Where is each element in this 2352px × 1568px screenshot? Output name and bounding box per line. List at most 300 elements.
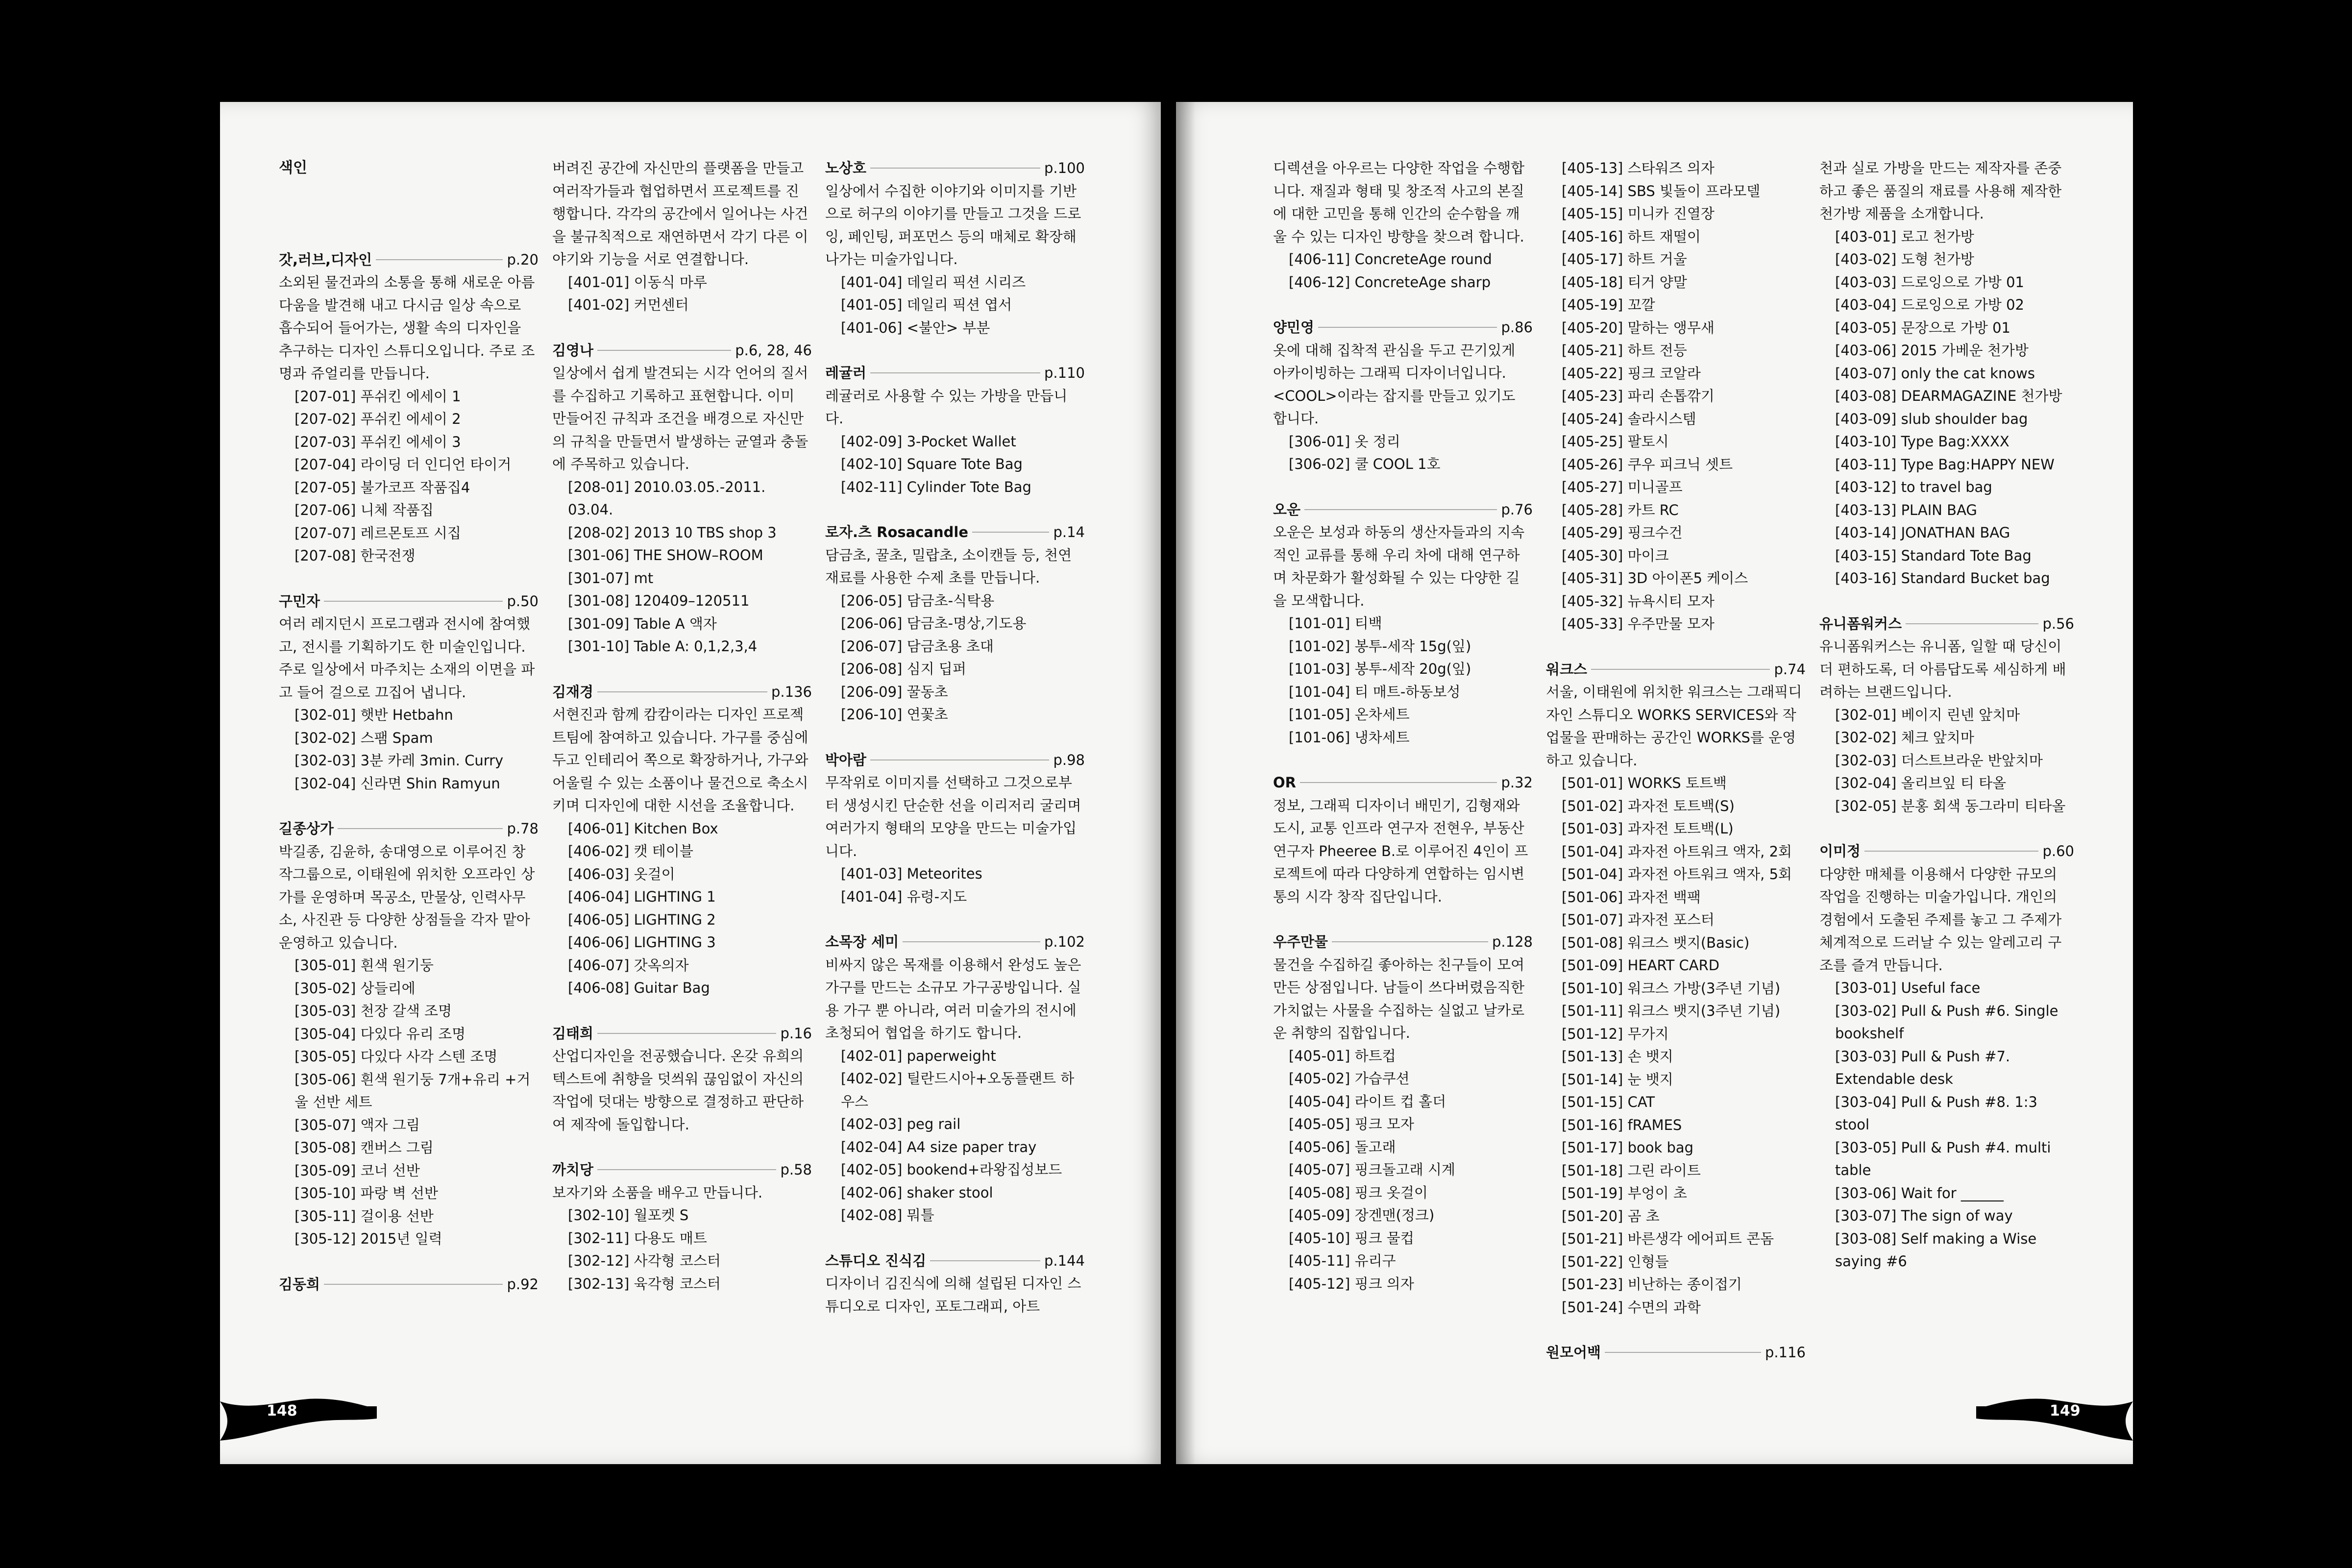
list-item: [405-25] 팔토시 bbox=[1562, 433, 1669, 450]
entry-name: 길종상가 bbox=[279, 820, 334, 837]
list-item: [501-09] HEART CARD bbox=[1562, 957, 1720, 974]
list-item: [101-04] 티 매트-하동보성 bbox=[1289, 683, 1461, 700]
list-item: [403-11] Type Bag:HAPPY NEW bbox=[1835, 456, 2055, 473]
list-item: [402-03] peg rail bbox=[841, 1116, 961, 1132]
list-item: [501-02] 과자전 토트백(S) bbox=[1562, 797, 1735, 814]
list-item: [405-07] 핑크돌고래 시계 bbox=[1289, 1161, 1455, 1178]
list-item: [405-06] 돌고래 bbox=[1289, 1138, 1396, 1155]
list-item: [402-05] bookend+라왕집성보드 bbox=[841, 1161, 1062, 1178]
right-page bbox=[1176, 102, 2133, 1464]
index-entry bbox=[552, 339, 812, 658]
leader-line bbox=[597, 691, 767, 692]
list-item: [501-04] 과자전 아트워크 액자, 5회 bbox=[1562, 866, 1792, 882]
list-item: [501-14] 눈 뱃지 bbox=[1562, 1071, 1673, 1088]
list-item: [301-06] THE SHOW–ROOM bbox=[568, 547, 763, 564]
entry-description: 비싸지 않은 목재를 이용해서 완성도 높은 가구를 만드는 소규모 가구공방입니다. 실용 가구 뿐 아니라, 여러 미술가의 전시에 초청되어 협업을 하기도 합니다. bbox=[825, 956, 1081, 1041]
list-item: [501-20] 곰 초 bbox=[1562, 1207, 1660, 1225]
list-item: [405-23] 파리 손톱깎기 bbox=[1562, 388, 1715, 404]
entry-items bbox=[1273, 612, 1533, 749]
entry-page: p.32 bbox=[1501, 774, 1533, 791]
entry-items bbox=[552, 1204, 812, 1295]
leader-line bbox=[870, 372, 1040, 373]
right-column-2 bbox=[1546, 157, 1806, 1387]
entry-page: p.14 bbox=[1053, 524, 1085, 540]
list-item: [405-02] 가습쿠션 bbox=[1289, 1070, 1410, 1087]
list-item: [501-06] 과자전 백팩 bbox=[1562, 888, 1701, 906]
leader-line bbox=[1332, 941, 1488, 942]
leader-line bbox=[930, 1260, 1040, 1261]
list-item: [303-02] Pull & Push #6. Single bookshelf bbox=[1835, 1002, 2058, 1042]
entry-description: 무작위로 이미지를 선택하고 그것으로부터 생성시킨 단순한 선을 이리저리 굴리며 여러가지 형태의 모양을 만드는 미술가입니다. bbox=[825, 774, 1081, 859]
entry-heading bbox=[552, 681, 812, 704]
list-item: [406-01] Kitchen Box bbox=[568, 820, 718, 837]
entry-name: 갓,러브,디자인 bbox=[279, 251, 372, 268]
leader-line bbox=[597, 350, 731, 351]
entry-items bbox=[825, 1045, 1085, 1227]
list-item: [101-06] 냉차세트 bbox=[1289, 729, 1410, 746]
list-item: [405-30] 마이크 bbox=[1562, 547, 1669, 564]
index-entry bbox=[825, 362, 1085, 498]
list-item: [405-27] 미니골프 bbox=[1562, 479, 1683, 495]
entry-page: p.16 bbox=[780, 1025, 812, 1042]
entry-page: p.136 bbox=[771, 683, 812, 700]
entry-heading bbox=[825, 521, 1085, 544]
entry-description: 담금초, 꿀초, 밀랍초, 소이캔들 등, 천연재료를 사용한 수제 초를 만듭니다. bbox=[825, 546, 1072, 586]
entry-items bbox=[1546, 157, 1806, 636]
list-item: [305-01] 흰색 원기둥 bbox=[294, 957, 434, 974]
list-item: [406-12] ConcreteAge sharp bbox=[1289, 273, 1491, 291]
leader-line bbox=[1304, 509, 1497, 510]
entry-name: 김영나 bbox=[552, 342, 594, 359]
entry-page: p.100 bbox=[1044, 160, 1085, 176]
entry-description: 천과 실로 가방을 만드는 제작자를 존중하고 좋은 품질의 재료를 사용해 제작한 천가방 제품을 소개합니다. bbox=[1819, 160, 2062, 222]
list-item: [501-10] 워크스 가방(3주년 기념) bbox=[1562, 980, 1781, 997]
list-item: [501-21] 바른생각 에어피트 콘돔 bbox=[1562, 1230, 1774, 1247]
entry-items bbox=[1819, 704, 2074, 818]
index-entry bbox=[1273, 157, 1533, 294]
entry-page: p.6, 28, 46 bbox=[735, 342, 812, 359]
leader-line bbox=[903, 941, 1040, 942]
page-number-left: 148 bbox=[267, 1402, 297, 1420]
list-item: [302-12] 사각형 코스터 bbox=[568, 1252, 721, 1269]
list-item: [303-01] Useful face bbox=[1835, 980, 1981, 996]
list-item: [207-02] 푸쉬킨 에세이 2 bbox=[294, 411, 461, 427]
list-item: [401-03] Meteorites bbox=[841, 865, 982, 882]
list-item: [302-01] 베이지 린넨 앞치마 bbox=[1835, 706, 2020, 723]
list-item: [305-05] 다있다 사각 스텐 조명 bbox=[294, 1048, 498, 1065]
entry-description: 보자기와 소품을 배우고 만듭니다. bbox=[552, 1184, 763, 1201]
index-entry bbox=[1273, 316, 1533, 476]
list-item: [405-20] 말하는 앵무새 bbox=[1562, 319, 1715, 336]
list-item: [403-10] Type Bag:XXXX bbox=[1835, 433, 2009, 450]
list-item: [207-08] 한국전쟁 bbox=[294, 547, 416, 564]
list-item: [405-24] 솔라시스템 bbox=[1562, 410, 1696, 427]
entry-heading bbox=[1273, 771, 1533, 794]
index-entry bbox=[279, 590, 539, 795]
entry-items bbox=[825, 589, 1085, 726]
entry-items bbox=[279, 954, 539, 1250]
entry-items bbox=[1819, 977, 2074, 1273]
index-entry bbox=[279, 248, 539, 567]
list-item: [402-02] 틸란드시아+오동플랜트 하우스 bbox=[841, 1070, 1075, 1110]
list-item: [305-10] 파랑 벽 선반 bbox=[294, 1185, 439, 1201]
list-item: [101-05] 온차세트 bbox=[1289, 706, 1410, 723]
entry-heading bbox=[1819, 840, 2074, 863]
list-item: [405-04] 라이트 컵 홀더 bbox=[1289, 1093, 1446, 1110]
list-item: [406-07] 갓옥의자 bbox=[568, 956, 689, 974]
list-item: [207-01] 푸쉬킨 에세이 1 bbox=[294, 388, 461, 405]
list-item: [403-06] 2015 가베운 천가방 bbox=[1835, 342, 2029, 359]
entry-description: 레귤러로 사용할 수 있는 가방을 만듭니다. bbox=[825, 387, 1068, 427]
list-item: [302-02] 체크 앞치마 bbox=[1835, 729, 1974, 746]
entry-name: 워크스 bbox=[1546, 661, 1588, 678]
list-item: [305-02] 상들리에 bbox=[294, 980, 416, 997]
list-item: [302-04] 올리브잎 티 타올 bbox=[1835, 775, 2007, 791]
leader-line bbox=[1864, 851, 2038, 852]
list-item: [206-06] 담금초-명상,기도용 bbox=[841, 615, 1027, 632]
entry-description: 서현진과 함께 캄캄이라는 디자인 프로젝트팀에 참여하고 있습니다. 가구를 중심에 두고 인테리어 쪽으로 확장하거나, 가구와 어울릴 수 있는 소품이나 물건으로 축소시키며 디자인에 대한 시선을 조율합니다. bbox=[552, 706, 808, 814]
entry-name: 김태희 bbox=[552, 1025, 594, 1042]
entry-heading bbox=[1273, 931, 1533, 954]
index-entry bbox=[825, 931, 1085, 1227]
list-item: [302-10] 월포켓 S bbox=[568, 1207, 689, 1224]
entry-description: 물건을 수집하길 좋아하는 친구들이 모여 만든 상점입니다. 남들이 쓰다버렸음직한 가치없는 사물을 수집하는 실없고 날카로운 취향의 집합입니다. bbox=[1273, 956, 1525, 1041]
entry-heading bbox=[825, 157, 1085, 180]
list-item: [401-02] 커먼센터 bbox=[568, 296, 689, 313]
leader-line bbox=[324, 1284, 503, 1285]
entry-items bbox=[279, 385, 539, 567]
entry-heading bbox=[279, 590, 539, 613]
list-item: [501-03] 과자전 토트백(L) bbox=[1562, 820, 1734, 837]
list-item: [403-01] 로고 천가방 bbox=[1835, 228, 1974, 245]
list-item: [501-23] 비난하는 종이접기 bbox=[1562, 1276, 1742, 1293]
list-item: [501-16] fRAMES bbox=[1562, 1116, 1682, 1133]
entry-page: p.102 bbox=[1044, 933, 1085, 950]
list-item: [302-03] 더스트브라운 반앞치마 bbox=[1835, 752, 2043, 769]
list-item: [403-02] 도형 천가방 bbox=[1835, 251, 1974, 268]
entry-name: 소목장 세미 bbox=[825, 933, 899, 950]
entry-description: 버려진 공간에 자신만의 플랫폼을 만들고 여러작가들과 협업하면서 프로젝트를 진행합니다. 각각의 공간에서 일어나는 사건을 불규칙적으로 재연하면서 각기 다른 이야기와 기능을 서로 연결합니다. bbox=[552, 160, 808, 268]
entry-items bbox=[1819, 225, 2074, 590]
leader-line bbox=[1318, 327, 1497, 328]
list-item: [405-10] 핑크 물컵 bbox=[1289, 1229, 1414, 1247]
list-item: [406-03] 옷걸이 bbox=[568, 865, 675, 882]
entry-page: p.78 bbox=[507, 820, 539, 837]
page-number-banner-left bbox=[220, 1392, 377, 1446]
list-item: [501-07] 과자전 포스터 bbox=[1562, 911, 1715, 928]
index-entry bbox=[552, 1022, 812, 1136]
list-item: [501-24] 수면의 과학 bbox=[1562, 1298, 1701, 1316]
list-item: [101-01] 티백 bbox=[1289, 615, 1382, 632]
list-item: [302-11] 다용도 매트 bbox=[568, 1229, 707, 1247]
list-item: [501-04] 과자전 아트워크 액자, 2회 bbox=[1562, 843, 1792, 860]
list-item: [501-19] 부엉이 초 bbox=[1562, 1185, 1687, 1201]
entry-heading bbox=[825, 1250, 1085, 1273]
list-item: [301-08] 120409–120511 bbox=[568, 592, 750, 609]
list-item: [306-01] 옷 정리 bbox=[1289, 433, 1400, 450]
index-title: 색인 bbox=[279, 159, 307, 176]
entry-items bbox=[825, 862, 1085, 908]
list-item: [305-07] 액자 그림 bbox=[294, 1116, 420, 1133]
leader-line bbox=[870, 168, 1040, 169]
list-item: [501-18] 그린 라이트 bbox=[1562, 1162, 1701, 1179]
list-item: [405-31] 3D 아이폰5 케이스 bbox=[1562, 570, 1748, 587]
entry-name: 유니폼워커스 bbox=[1819, 615, 1902, 632]
entry-name: 로자.츠 Rosacandle bbox=[825, 524, 969, 540]
list-item: [403-15] Standard Tote Bag bbox=[1835, 547, 2032, 564]
entry-description: 일상에서 쉽게 발견되는 시각 언어의 질서를 수집하고 기록하고 표현합니다. 이미 만들어진 규칙과 조건을 배경으로 자신만의 규칙을 만들면서 발생하는 균열과 충돌에 주목하고 있습니다. bbox=[552, 365, 808, 472]
entry-heading bbox=[279, 1273, 539, 1296]
list-item: [303-06] Wait for ______ bbox=[1835, 1184, 2004, 1201]
entry-description: 정보, 그래픽 디자이너 배민기, 김형재와 도시, 교통 인프라 연구자 전현우, 부동산 연구자 Pheeree B.로 이루어진 4인이 프로젝트에 따라 다양하게 연합하는 임시변통의 시각 창작 집단입니다. bbox=[1273, 797, 1528, 905]
entry-heading bbox=[1546, 658, 1806, 681]
left-page bbox=[220, 102, 1161, 1464]
list-item: [406-02] 캣 테이블 bbox=[568, 843, 693, 859]
entry-name: 박아람 bbox=[825, 751, 867, 768]
list-item: [207-07] 레르몬토프 시집 bbox=[294, 524, 461, 541]
list-item: [207-06] 니체 작품집 bbox=[294, 502, 434, 518]
index-entry bbox=[1546, 1341, 1806, 1364]
list-item: [402-06] shaker stool bbox=[841, 1184, 993, 1201]
list-item: [501-22] 인형들 bbox=[1562, 1253, 1669, 1270]
list-item: [403-13] PLAIN BAG bbox=[1835, 501, 1977, 518]
left-column-2 bbox=[552, 157, 812, 1318]
list-item: [302-05] 분홍 회색 동그라미 티타올 bbox=[1835, 797, 2066, 814]
list-item: [403-09] slub shoulder bag bbox=[1835, 410, 2028, 427]
list-item: [401-05] 데일리 픽션 엽서 bbox=[841, 296, 1012, 313]
leader-line bbox=[972, 532, 1049, 533]
index-entry bbox=[1273, 498, 1533, 749]
list-item: [403-04] 드로잉으로 가방 02 bbox=[1835, 296, 2025, 313]
entry-description: 디렉션을 아우르는 다양한 작업을 수행합니다. 재질과 형태 및 창조적 사고의 본질에 대한 고민을 통해 인간의 순수함을 깨울 수 있는 디자인 방향을 찾으려 합니다. bbox=[1273, 160, 1525, 245]
list-item: [501-12] 무가지 bbox=[1562, 1025, 1669, 1042]
list-item: [501-01] WORKS 토트백 bbox=[1562, 775, 1727, 791]
list-item: [302-02] 스팸 Spam bbox=[294, 729, 433, 746]
list-item: [303-07] The sign of way bbox=[1835, 1207, 2013, 1224]
entry-description: 오운은 보성과 하동의 생산자들과의 지속적인 교류를 통해 우리 차에 대해 연구하며 차문화가 활성화될 수 있는 다양한 길을 모색합니다. bbox=[1273, 524, 1525, 609]
entry-name: OR bbox=[1273, 774, 1296, 791]
list-item: [301-10] Table A: 0,1,2,3,4 bbox=[568, 638, 758, 655]
list-item: [405-17] 하트 거울 bbox=[1562, 251, 1687, 268]
banner-ribbon-icon bbox=[220, 1392, 377, 1446]
entry-description: 서울, 이태원에 위치한 워크스는 그래픽디자인 스튜디오 WORKS SERVICES와 작업물을 판매하는 공간인 WORKS를 운영하고 있습니다. bbox=[1546, 684, 1802, 769]
list-item: [406-04] LIGHTING 1 bbox=[568, 888, 716, 905]
entry-name: 까치당 bbox=[552, 1161, 594, 1178]
list-item: [402-09] 3-Pocket Wallet bbox=[841, 433, 1016, 450]
leader-line bbox=[338, 828, 503, 829]
entry-heading bbox=[552, 1158, 812, 1181]
list-item: [206-07] 담금초용 초대 bbox=[841, 637, 994, 655]
index-entry bbox=[1819, 157, 2074, 590]
entry-description: 여러 레지던시 프로그램과 전시에 참여했고, 전시를 기획하기도 한 미술인입니다. 주로 일상에서 마주치는 소재의 이면을 파고 들어 걸으로 끄집어 냅니다. bbox=[279, 615, 535, 701]
entry-page: p.58 bbox=[780, 1161, 812, 1178]
index-entry bbox=[279, 817, 539, 1250]
entry-heading bbox=[1273, 498, 1533, 521]
list-item: [402-10] Square Tote Bag bbox=[841, 456, 1023, 472]
list-item: [207-04] 라이딩 더 인디언 타이거 bbox=[294, 456, 512, 473]
index-entry bbox=[825, 749, 1085, 908]
list-item: [403-14] JONATHAN BAG bbox=[1835, 524, 2010, 541]
entry-page: p.116 bbox=[1765, 1344, 1806, 1361]
entry-name: 구민자 bbox=[279, 592, 320, 610]
list-item: [405-32] 뉴욕시티 모자 bbox=[1562, 592, 1715, 610]
entry-description: 옷에 대해 집착적 관심을 두고 끈기있게 아카이빙하는 그래픽 디자이너입니다. <COOL>이라는 잡지를 만들고 있기도 합니다. bbox=[1273, 342, 1516, 427]
entry-description: 소외된 물건과의 소통을 통해 새로운 아름다움을 발견해 내고 다시금 일상 속으로 흡수되어 들어가는, 생활 속의 디자인을 추구하는 디자인 스튜디오입니다. 주로 조명과 쥬얼리를 만듭니다. bbox=[279, 274, 535, 382]
leader-line bbox=[1591, 669, 1770, 670]
list-item: [405-12] 핑크 의자 bbox=[1289, 1275, 1414, 1292]
entry-heading bbox=[552, 1022, 812, 1045]
list-item: [403-12] to travel bag bbox=[1835, 479, 1992, 495]
list-item: [207-03] 푸쉬킨 에세이 3 bbox=[294, 433, 461, 450]
list-item: [403-05] 문장으로 가방 01 bbox=[1835, 319, 2010, 336]
leader-line bbox=[1605, 1352, 1761, 1353]
entry-name: 스튜디오 진식김 bbox=[825, 1252, 927, 1269]
index-entry bbox=[825, 157, 1085, 339]
list-item: [206-09] 꿀동초 bbox=[841, 683, 948, 700]
list-item: [403-07] only the cat knows bbox=[1835, 365, 2035, 382]
list-item: [405-14] SBS 빛돌이 프라모델 bbox=[1562, 182, 1761, 199]
list-item: [302-01] 햇반 Hetbahn bbox=[294, 707, 453, 723]
entry-page: p.86 bbox=[1501, 319, 1533, 336]
entry-items bbox=[1273, 248, 1533, 294]
list-item: [302-13] 육각형 코스터 bbox=[568, 1275, 721, 1292]
list-item: [501-15] CAT bbox=[1562, 1094, 1655, 1110]
index-entry bbox=[1819, 612, 2074, 818]
list-item: [405-33] 우주만물 모자 bbox=[1562, 615, 1715, 632]
list-item: [405-16] 하트 재떨이 bbox=[1562, 228, 1701, 245]
list-item: [402-11] Cylinder Tote Bag bbox=[841, 478, 1031, 495]
index-entry bbox=[552, 157, 812, 317]
entry-items bbox=[825, 271, 1085, 340]
entry-name: 이미정 bbox=[1819, 843, 1861, 859]
left-column-1 bbox=[279, 157, 539, 1318]
list-item: [208-01] 2010.03.05.-2011. 03.04. bbox=[568, 478, 766, 518]
entry-items bbox=[552, 271, 812, 317]
left-column-3 bbox=[825, 157, 1085, 1340]
list-item: [405-08] 핑크 옷걸이 bbox=[1289, 1184, 1428, 1201]
index-entry bbox=[279, 1273, 539, 1296]
entry-name: 레귤러 bbox=[825, 365, 867, 381]
list-item: [403-03] 드로잉으로 가방 01 bbox=[1835, 273, 2025, 291]
entry-heading bbox=[1819, 612, 2074, 636]
entry-name: 양민영 bbox=[1273, 319, 1315, 336]
entry-page: p.60 bbox=[2042, 843, 2074, 859]
list-item: [405-15] 미니카 진열장 bbox=[1562, 205, 1715, 222]
list-item: [207-05] 불가코프 작품집4 bbox=[294, 479, 470, 496]
right-column-3 bbox=[1819, 157, 2074, 1296]
list-item: [501-11] 워크스 뱃지(3주년 기념) bbox=[1562, 1003, 1781, 1019]
index-entry bbox=[1273, 771, 1533, 908]
list-item: [402-04] A4 size paper tray bbox=[841, 1138, 1037, 1155]
list-item: [501-08] 워크스 뱃지(Basic) bbox=[1562, 934, 1750, 951]
entry-page: p.144 bbox=[1044, 1252, 1085, 1269]
page-number-right: 149 bbox=[2050, 1402, 2081, 1420]
list-item: [403-08] DEARMAGAZINE 천가방 bbox=[1835, 388, 2062, 404]
entry-page: p.74 bbox=[1774, 661, 1806, 678]
leader-line bbox=[597, 1169, 776, 1170]
list-item: [405-05] 핑크 모자 bbox=[1289, 1116, 1414, 1132]
list-item: [405-09] 장겐맨(정크) bbox=[1289, 1207, 1435, 1224]
leader-line bbox=[1906, 623, 2038, 624]
list-item: [302-04] 신라면 Shin Ramyun bbox=[294, 775, 500, 792]
entry-heading bbox=[279, 817, 539, 840]
entry-heading bbox=[1546, 1341, 1806, 1364]
index-entry bbox=[1273, 931, 1533, 1295]
leader-line bbox=[324, 601, 503, 602]
list-item: [305-12] 2015년 일력 bbox=[294, 1230, 442, 1247]
list-item: [405-11] 유리구 bbox=[1289, 1252, 1396, 1269]
list-item: [406-06] LIGHTING 3 bbox=[568, 934, 716, 951]
list-item: [305-06] 흰색 원기둥 7개+유리 +거울 선반 세트 bbox=[294, 1071, 531, 1110]
list-item: [306-02] 쿨 COOL 1호 bbox=[1289, 456, 1441, 472]
list-item: [501-13] 손 뱃지 bbox=[1562, 1048, 1673, 1065]
entry-name: 노상호 bbox=[825, 160, 867, 176]
list-item: [405-21] 하트 전등 bbox=[1562, 342, 1687, 359]
list-item: [303-04] Pull & Push #8. 1:3 stool bbox=[1835, 1093, 2038, 1133]
list-item: [301-09] Table A 액자 bbox=[568, 615, 717, 632]
list-item: [405-19] 꼬깔 bbox=[1562, 296, 1655, 313]
entry-heading bbox=[825, 931, 1085, 954]
index-entry bbox=[1546, 658, 1806, 1319]
entry-items bbox=[825, 430, 1085, 499]
entry-page: p.76 bbox=[1501, 501, 1533, 518]
leader-line bbox=[376, 259, 503, 260]
list-item: [405-13] 스타워즈 의자 bbox=[1562, 160, 1715, 176]
entry-heading bbox=[552, 339, 812, 362]
list-item: [101-02] 봉투-세작 15g(잎) bbox=[1289, 637, 1471, 655]
list-item: [208-02] 2013 10 TBS shop 3 bbox=[568, 524, 777, 541]
entry-name: 오운 bbox=[1273, 501, 1301, 518]
entry-items bbox=[552, 817, 812, 1000]
index-entry bbox=[1546, 157, 1806, 636]
entry-items bbox=[279, 704, 539, 795]
list-item: [403-16] Standard Bucket bag bbox=[1835, 570, 2050, 587]
list-item: [206-08] 심지 딥퍼 bbox=[841, 661, 966, 677]
entry-page: p.110 bbox=[1044, 365, 1085, 381]
leader-line bbox=[1300, 782, 1497, 783]
list-item: [406-08] Guitar Bag bbox=[568, 980, 710, 996]
entry-name: 우주만물 bbox=[1273, 933, 1328, 950]
list-item: [401-06] <불안> 부분 bbox=[841, 319, 990, 336]
entry-page: p.50 bbox=[507, 592, 539, 610]
entry-description: 산업디자인을 전공했습니다. 온갖 유희의 텍스트에 취향을 덧씌워 끊임없이 자신의 작업에 덧대는 방향으로 결정하고 판단하여 제작에 돌입합니다. bbox=[552, 1048, 804, 1133]
entry-description: 일상에서 수집한 이야기와 이미지를 기반으로 허구의 이야기를 만들고 그것을 드로잉, 페인팅, 퍼포먼스 등의 매체로 확장해 나가는 미술가입니다. bbox=[825, 182, 1081, 268]
entry-items bbox=[1546, 772, 1806, 1319]
list-item: [305-03] 천장 갈색 조명 bbox=[294, 1003, 452, 1019]
entry-items bbox=[552, 476, 812, 658]
list-item: [405-29] 핑크수건 bbox=[1562, 524, 1683, 541]
list-item: [401-04] 데일리 픽션 시리즈 bbox=[841, 273, 1026, 291]
entry-page: p.20 bbox=[507, 251, 539, 268]
list-item: [401-04] 유령-지도 bbox=[841, 888, 967, 905]
list-item: [305-09] 코너 선반 bbox=[294, 1162, 420, 1179]
entry-name: 김재경 bbox=[552, 683, 594, 700]
leader-line bbox=[597, 1033, 776, 1034]
entry-description: 다양한 매체를 이용해서 다양한 규모의 작업을 진행하는 미술가입니다. 개인의 경험에서 도출된 주제를 놓고 그 주제가 체계적으로 드러날 수 있는 알레고리 구조를 즐겨 만듭니다. bbox=[1819, 865, 2062, 974]
list-item: [405-22] 핑크 코알라 bbox=[1562, 365, 1701, 382]
list-item: [405-28] 카트 RC bbox=[1562, 501, 1679, 518]
list-item: [405-01] 하트컵 bbox=[1289, 1047, 1396, 1064]
entry-name: 김동희 bbox=[279, 1275, 320, 1293]
entry-description: 박길종, 김윤하, 송대영으로 이루어진 창작그룹으로, 이태원에 위치한 오프라인 상가를 운영하며 목공소, 만물상, 인력사무소, 사진관 등 다양한 상점들을 각자 맡아 운영하고 있습니다. bbox=[279, 843, 535, 951]
list-item: [501-17] book bag bbox=[1562, 1139, 1694, 1156]
list-item: [206-05] 담금초-식탁용 bbox=[841, 592, 995, 609]
index-entry bbox=[825, 521, 1085, 726]
index-entry bbox=[825, 1250, 1085, 1318]
list-item: [401-01] 이동식 마루 bbox=[568, 273, 707, 291]
list-item: [302-03] 3분 카레 3min. Curry bbox=[294, 752, 504, 769]
list-item: [303-03] Pull & Push #7. Extendable desk bbox=[1835, 1048, 2010, 1087]
